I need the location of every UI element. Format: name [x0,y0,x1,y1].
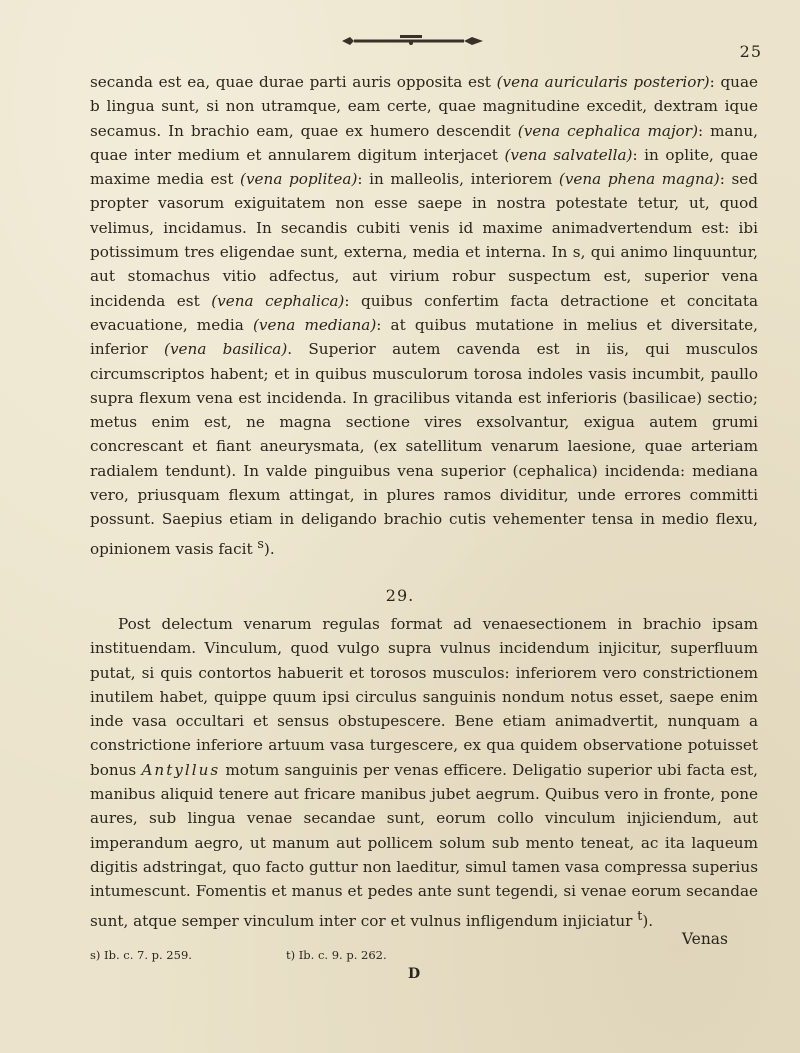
text-run: . Superior autem cavenda est in iis, qui musculos circumscriptos habent; et in quibus musculorum torosa indoles vasis incumbit, paullo supra flexum vena est incidenda. In gracilibus vitanda est inferioris (basilicae) sectio; metus enim est, ne magna sectione vires exsolvantur, exigua autem grumi concrescant et fiant aneurysmata, (ex satellitum venarum laesione, quae arteriam radialem tendunt). In valde pinguibus vena superior (cephalica) incidenda: mediana vero, priusquam flexum attingat, in plures ramos dividitur, unde errores committi possunt. Saepius etiam in deligando brachio cutis vehementer tensa in medio flexu, opinionem vasis facit [90,340,758,558]
vein-name: (vena auricularis posterior) [496,73,710,91]
signature-mark: D [408,966,421,982]
vein-name: (vena cephalica) [211,291,345,310]
page-number: 25 [739,42,762,61]
footnote-s: s) Ib. c. 7. p. 259. [90,948,192,962]
text-run: : quae b lingua sunt, si non utramque, eam certe, quae magnitudine excedit, dextram ique secamus. In brachio eam, quae ex humero descendit [90,73,758,140]
text-run: : in malleolis, interiorem [357,170,559,189]
text-run: secanda est ea, quae durae parti auris opposita est [90,73,497,91]
text-run: : sed propter vasorum exiguitatem non esse saepe in nostra potestate tetur, ut, quod velimus, incidamus. In secandis cubiti venis id maxime animadvertendum est: ibi potissimum tres eligendae sunt, externa, media et interna. In s, qui animo linquuntur, aut stomachus vitio adfectus, aut virium robur suspectum est, superior vena incidenda est [90,170,758,310]
vein-name: (vena mediana) [252,315,377,334]
vein-name: (vena salvatella) [504,145,633,164]
catchword: Venas [681,930,728,948]
footnote-t: t) Ib. c. 9. p. 262. [286,948,387,962]
vein-name: (vena phena magna) [558,170,720,189]
vein-name: (vena cephalica major) [517,121,698,140]
text-run: : manu, quae inter medium et annularem digitum interjacet [90,121,759,164]
vein-name: (vena basilica) [164,340,288,359]
header-ornament [340,34,485,48]
section-number: 29. [385,586,415,605]
text-run: : quibus confertim facta detractione et concitata evacuatione, media [90,291,759,334]
text-run: ). [263,539,275,558]
footnote-ref: s [257,535,264,551]
text-run: ). [642,911,654,930]
paragraph-text [90,612,758,933]
text-run: : in oplite, quae maxime media est [90,145,758,189]
paragraph-text [90,70,758,561]
text-run: motum sanguinis per venas efficere. Deligatio superior ubi facta est, manibus aliquid tenere aut fricare manibus jubet aegrum. Quibus vero in fronte, pone aures, sub lingua venae secandae sunt, eorum collo vinculum injiciendum, aut imperandum aegro, ut manum aut pollicem solum sub mento teneat, ac ita laqueum digitis adstringat, quo facto guttur non laeditur, simul tamen vasa compressa superius intumescunt. Fomentis et manus et pedes ante sunt tegendi, si venae eorum secandae sunt, atque semper vinculum inter cor et vulnus infligendum injiciatur [90,760,758,930]
author-name: Antyllus [141,760,221,779]
vein-name: (vena poplitea) [240,170,358,189]
body-paragraph-2 [90,612,758,933]
text-run: : at quibus mutatione in melius et diversitate, inferior [90,315,758,359]
footnote-ref: t [637,907,643,923]
text-run: Post delectum venarum regulas format ad venaesectionem in brachio ipsam instituendam. Vinculum, quod vulgo supra vulnus incidendum injicitur, superfluum putat, si quis contortos habuerit et torosos musculos: inferiorem vero constrictionem inutilem habet, quippe quum ipsi circulus sanguinis nondum notus esset, saepe enim inde vasa occultari et sensus obstupescere. Bene etiam animadvertit, nunquam a constrictione inferiore artuum vasa turgescere, ex qua quidem observatione potuisset bonus [90,615,758,779]
body-paragraph-1 [90,70,758,561]
